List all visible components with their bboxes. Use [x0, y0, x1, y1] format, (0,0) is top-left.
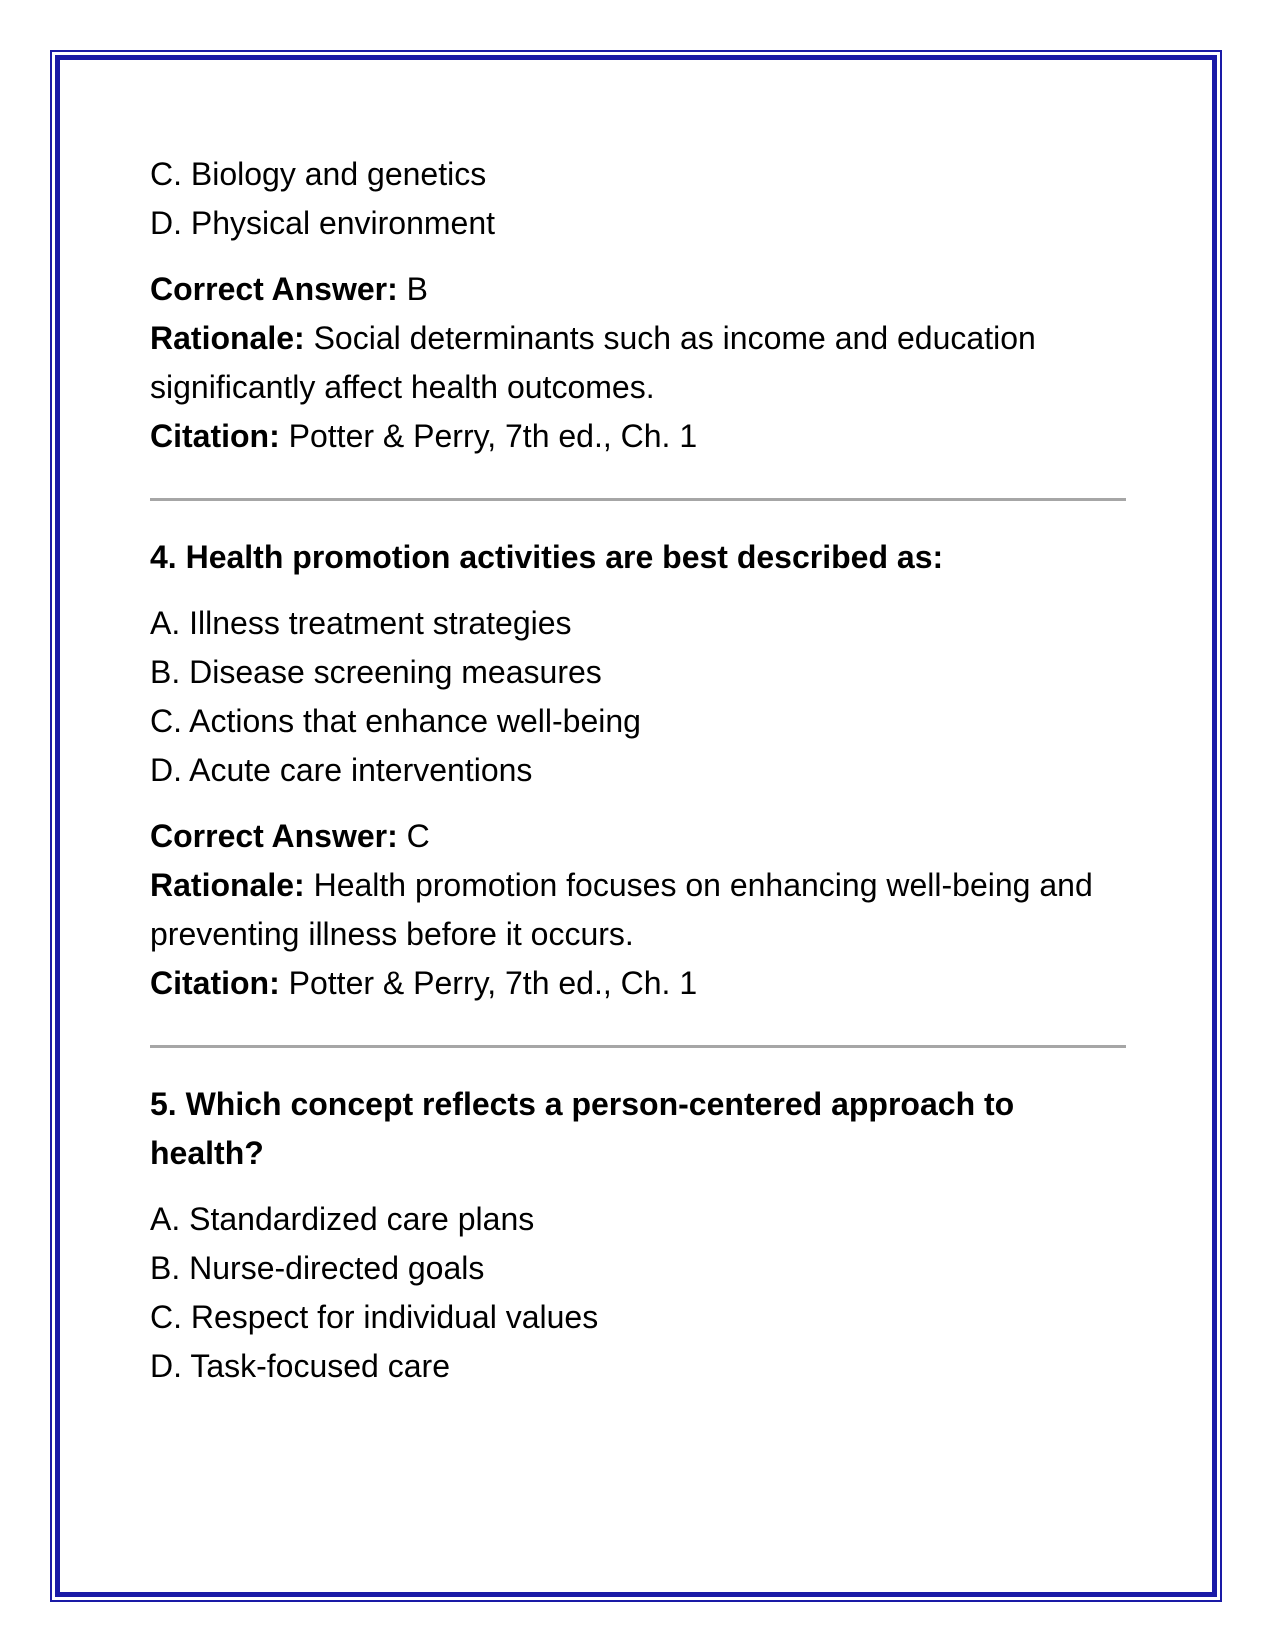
rationale-text: Health promotion focuses on enhancing well-being and preventing illness before it occurs.	[150, 867, 1093, 952]
question-3-answer-block	[150, 265, 1130, 461]
rationale-label: Rationale:	[150, 320, 305, 356]
question-4-options	[150, 599, 1130, 795]
correct-answer-value: B	[397, 271, 428, 307]
citation-3	[150, 412, 1130, 461]
correct-answer-3	[150, 265, 1130, 314]
citation-text: Potter & Perry, 7th ed., Ch. 1	[279, 418, 698, 454]
section-divider	[150, 498, 1126, 501]
question-5-title: 5. Which concept reflects a person-centered approach to health?	[150, 1086, 1015, 1171]
correct-answer-label: Correct Answer:	[150, 818, 398, 854]
option-4a: A. Illness treatment strategies	[150, 605, 572, 641]
question-4-answer-block	[150, 812, 1130, 1008]
citation-4	[150, 959, 1130, 1008]
rationale-text: Social determinants such as income and education significantly affect health outcomes.	[150, 320, 1036, 405]
option-4d: D. Acute care interventions	[150, 752, 533, 788]
option-5a: A. Standardized care plans	[150, 1201, 535, 1237]
question-5-options	[150, 1195, 1130, 1391]
rationale-4	[150, 861, 1130, 959]
option-4b: B. Disease screening measures	[150, 654, 602, 690]
rationale-label: Rationale:	[150, 867, 305, 903]
document-content	[150, 150, 1130, 1391]
question-3-options	[150, 150, 1130, 248]
citation-label: Citation:	[150, 418, 280, 454]
section-divider	[150, 1045, 1126, 1048]
question-4-title: 4. Health promotion activities are best described as:	[150, 539, 944, 575]
option-5d: D. Task-focused care	[150, 1348, 450, 1384]
option-5b: B. Nurse-directed goals	[150, 1250, 485, 1286]
option-4c: C. Actions that enhance well-being	[150, 703, 641, 739]
citation-label: Citation:	[150, 965, 280, 1001]
correct-answer-value: C	[397, 818, 430, 854]
rationale-3	[150, 314, 1130, 412]
option-3d: D. Physical environment	[150, 205, 496, 241]
citation-text: Potter & Perry, 7th ed., Ch. 1	[279, 965, 698, 1001]
option-5c: C. Respect for individual values	[150, 1299, 599, 1335]
option-3c: C. Biology and genetics	[150, 156, 487, 192]
correct-answer-4	[150, 812, 1130, 861]
correct-answer-label: Correct Answer:	[150, 271, 398, 307]
